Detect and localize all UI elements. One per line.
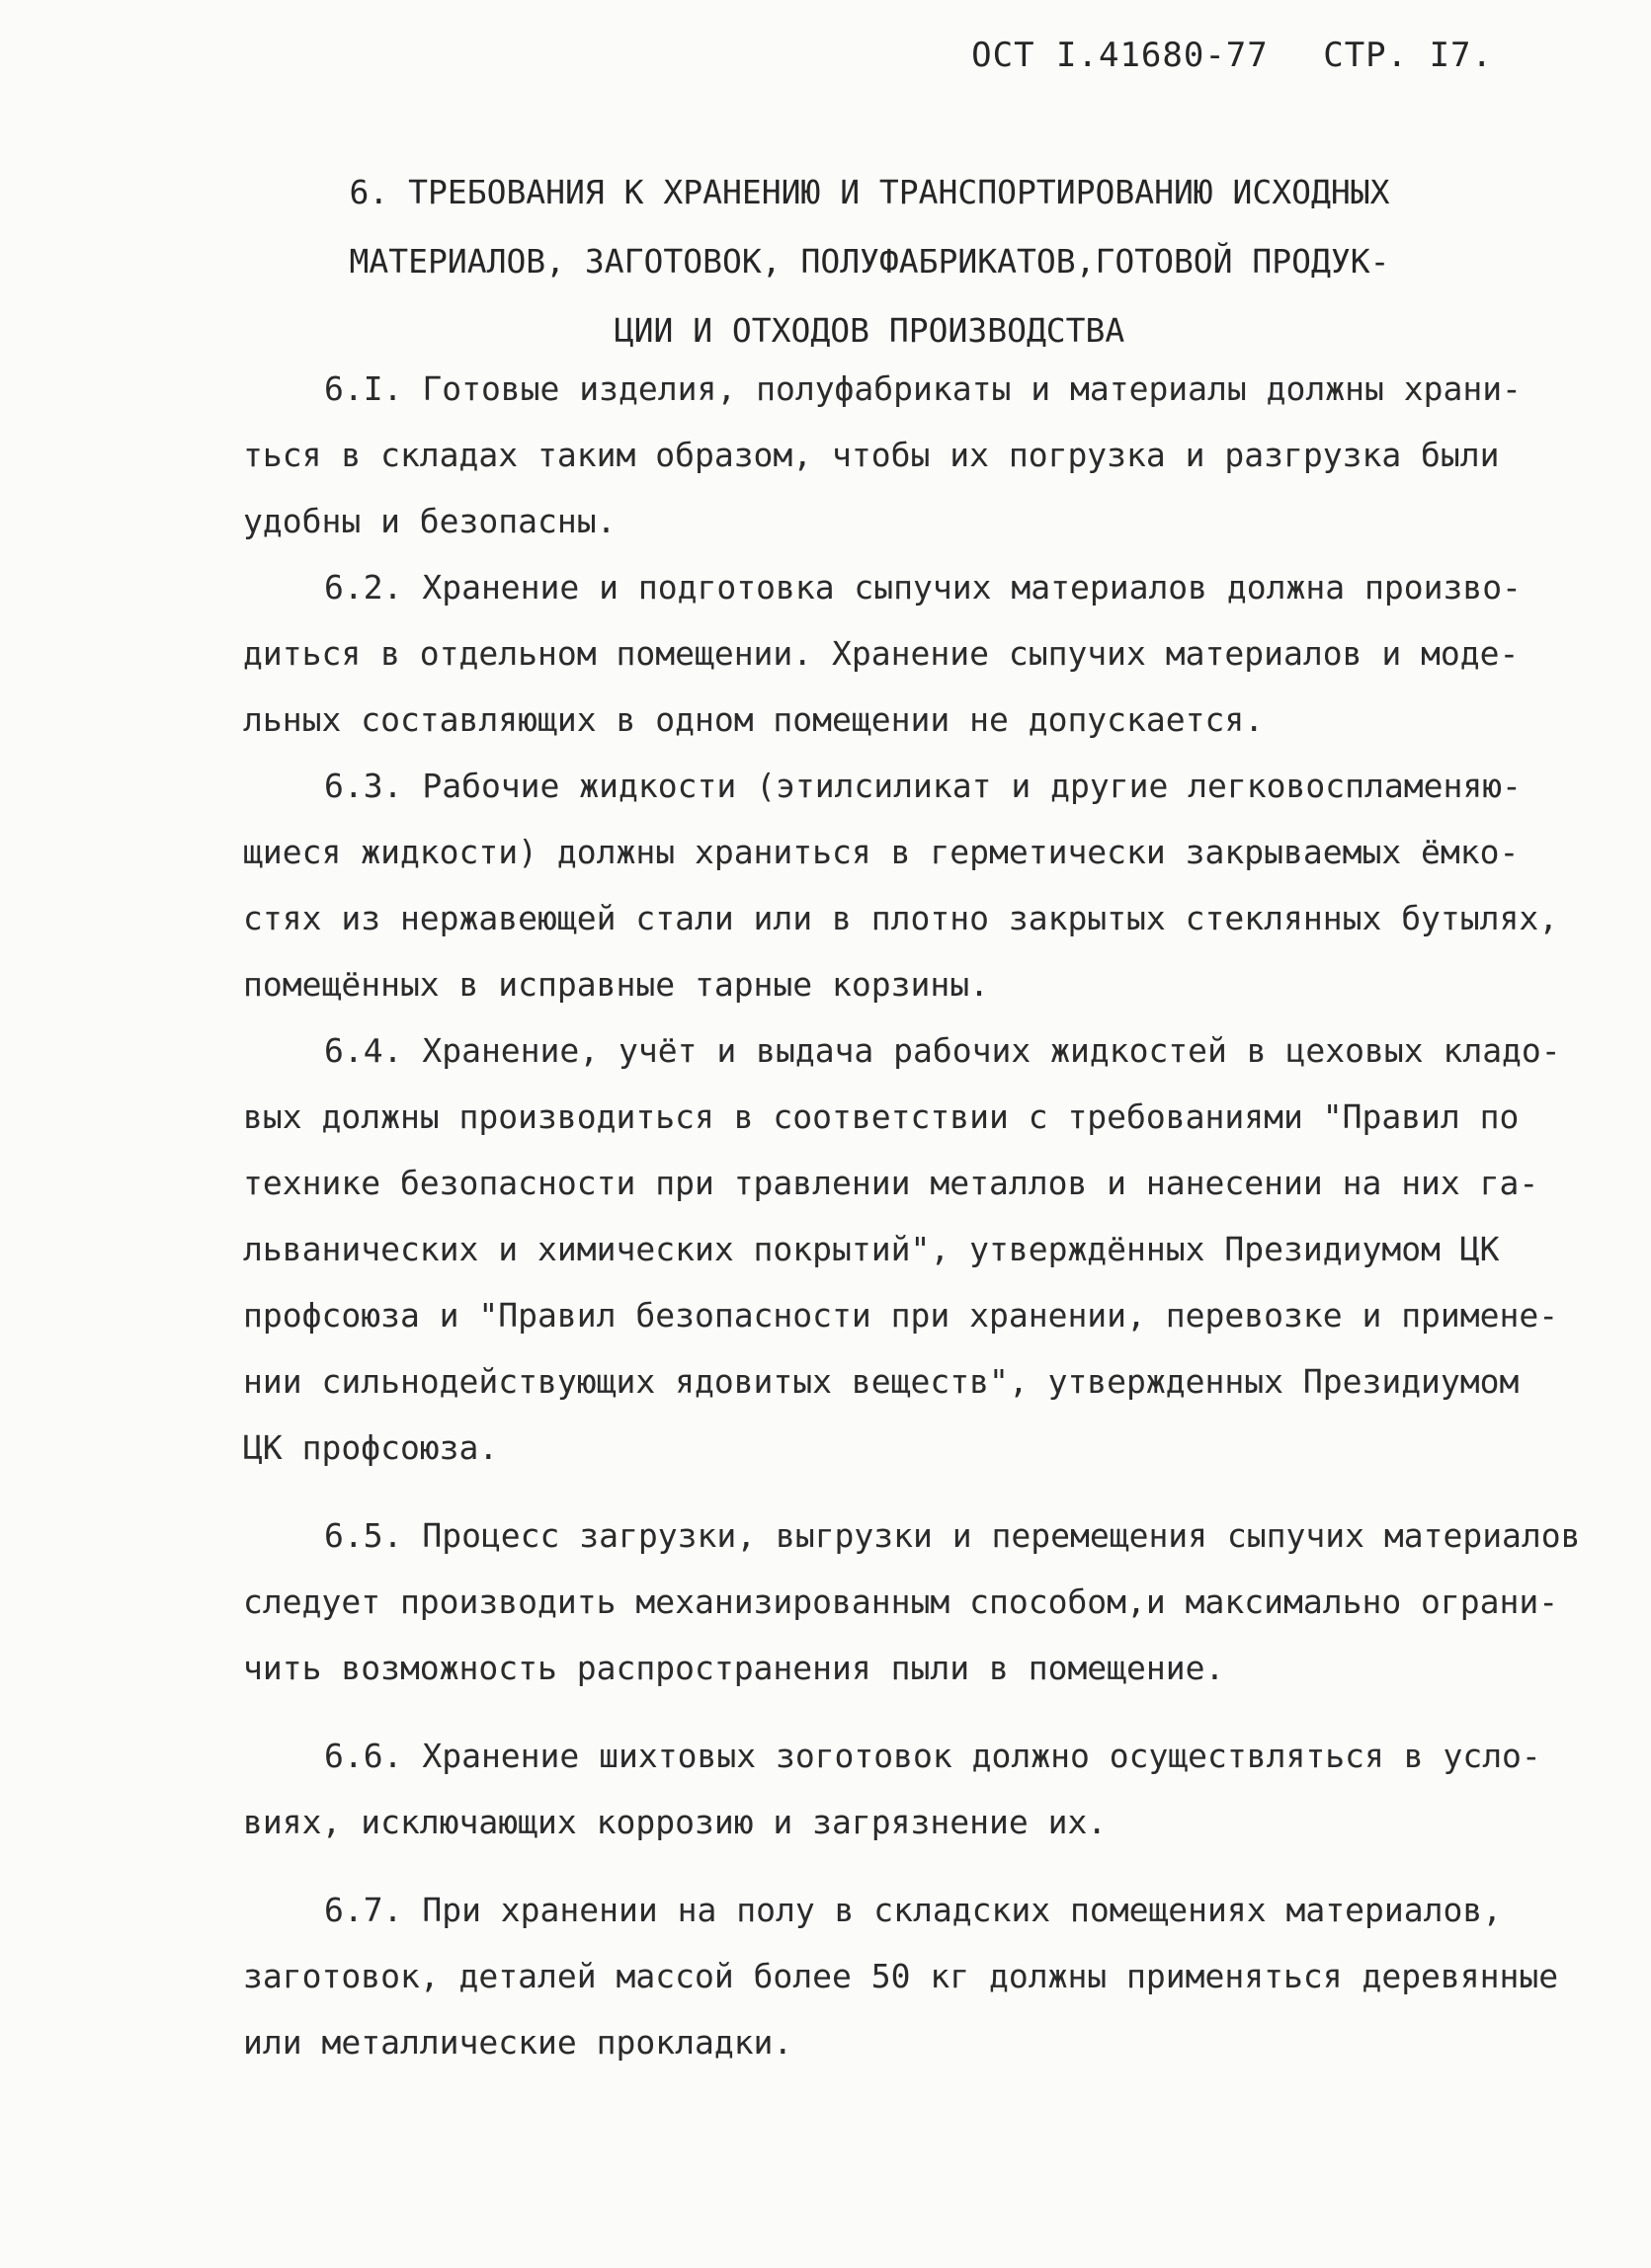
paragraph-line: стях из нержавеющей стали или в плотно закрытых стеклянных бутылях, [243, 899, 1559, 937]
paragraph-line: 6.I. Готовые изделия, полуфабрикаты и материалы должны храни- [324, 369, 1522, 408]
paragraph-line: 6.4. Хранение, учёт и выдача рабочих жидкостей в цеховых кладо- [324, 1031, 1561, 1070]
paragraph-line: следует производить механизированным способом,и максимально ограни- [243, 1582, 1559, 1621]
paragraph-line: удобны и безопасны. [243, 502, 617, 540]
paragraph-line: чить возможность распространения пыли в помещение. [243, 1649, 1225, 1687]
paragraph-line: 6.2. Хранение и подготовка сыпучих материалов должна произво- [324, 568, 1522, 607]
paragraph-line: диться в отдельном помещении. Хранение сыпучих материалов и моде- [243, 634, 1520, 673]
section-title-line: МАТЕРИАЛОВ, ЗАГОТОВОК, ПОЛУФАБРИКАТОВ,ГОТОВОЙ ПРОДУК- [349, 242, 1390, 281]
paragraph-line: ЦК профсоюза. [243, 1428, 499, 1467]
paragraph-line: 6.7. При хранении на полу в складских помещениях материалов, [324, 1891, 1503, 1929]
paragraph-line: ться в складах таким образом, чтобы их погрузка и разгрузка были [243, 436, 1500, 474]
section-title-line: ЦИИ И ОТХОДОВ ПРОИЗВОДСТВА [614, 311, 1125, 350]
paragraph-line: льванических и химических покрытий", утверждённых Президиумом ЦК [243, 1230, 1500, 1268]
paragraph-line: технике безопасности при травлении металлов и нанесении на них га- [243, 1164, 1539, 1202]
document-body [243, 356, 1587, 2075]
paragraph-6-1 [243, 356, 1587, 554]
paragraph-line: 6.5. Процесс загрузки, выгрузки и перемещения сыпучих материалов [324, 1516, 1581, 1555]
paragraph-6-2 [243, 554, 1587, 753]
paragraph-line: вых должны производиться в соответствии с требованиями "Правил по [243, 1097, 1520, 1136]
paragraph-line: нии сильнодействующих ядовитых веществ", утвержденных Президиумом [243, 1362, 1520, 1401]
paragraph-line: льных составляющих в одном помещении не допускается. [243, 700, 1265, 739]
paragraph-6-3 [243, 753, 1587, 1017]
section-title [247, 158, 1492, 365]
page-header [971, 36, 1493, 75]
standard-designation: ОСТ I.41680-77 [971, 36, 1269, 75]
paragraph-line: 6.6. Хранение шихтовых зоготовок должно осуществляться в усло- [324, 1737, 1541, 1775]
paragraph-line: помещённых в исправные тарные корзины. [243, 965, 989, 1004]
paragraph-6-5 [243, 1502, 1587, 1701]
paragraph-6-6 [243, 1723, 1587, 1855]
paragraph-line: или металлические прокладки. [243, 2023, 793, 2062]
paragraph-line: профсоюза и "Правил безопасности при хранении, перевозке и примене- [243, 1296, 1559, 1335]
paragraph-line: 6.3. Рабочие жидкости (этилсиликат и другие легковоспламеняю- [324, 767, 1522, 805]
paragraph-6-4 [243, 1017, 1587, 1481]
paragraph-line: заготовок, деталей массой более 50 кг должны применяться деревянные [243, 1957, 1559, 1995]
page-number: СТР. I7. [1323, 36, 1493, 75]
paragraph-line: виях, исключающих коррозию и загрязнение их. [243, 1803, 1108, 1841]
section-title-line: 6. ТРЕБОВАНИЯ К ХРАНЕНИЮ И ТРАНСПОРТИРОВАНИЮ ИСХОДНЫХ [349, 173, 1390, 211]
paragraph-6-7 [243, 1877, 1587, 2075]
paragraph-line: щиеся жидкости) должны храниться в герметически закрываемых ёмко- [243, 833, 1520, 871]
